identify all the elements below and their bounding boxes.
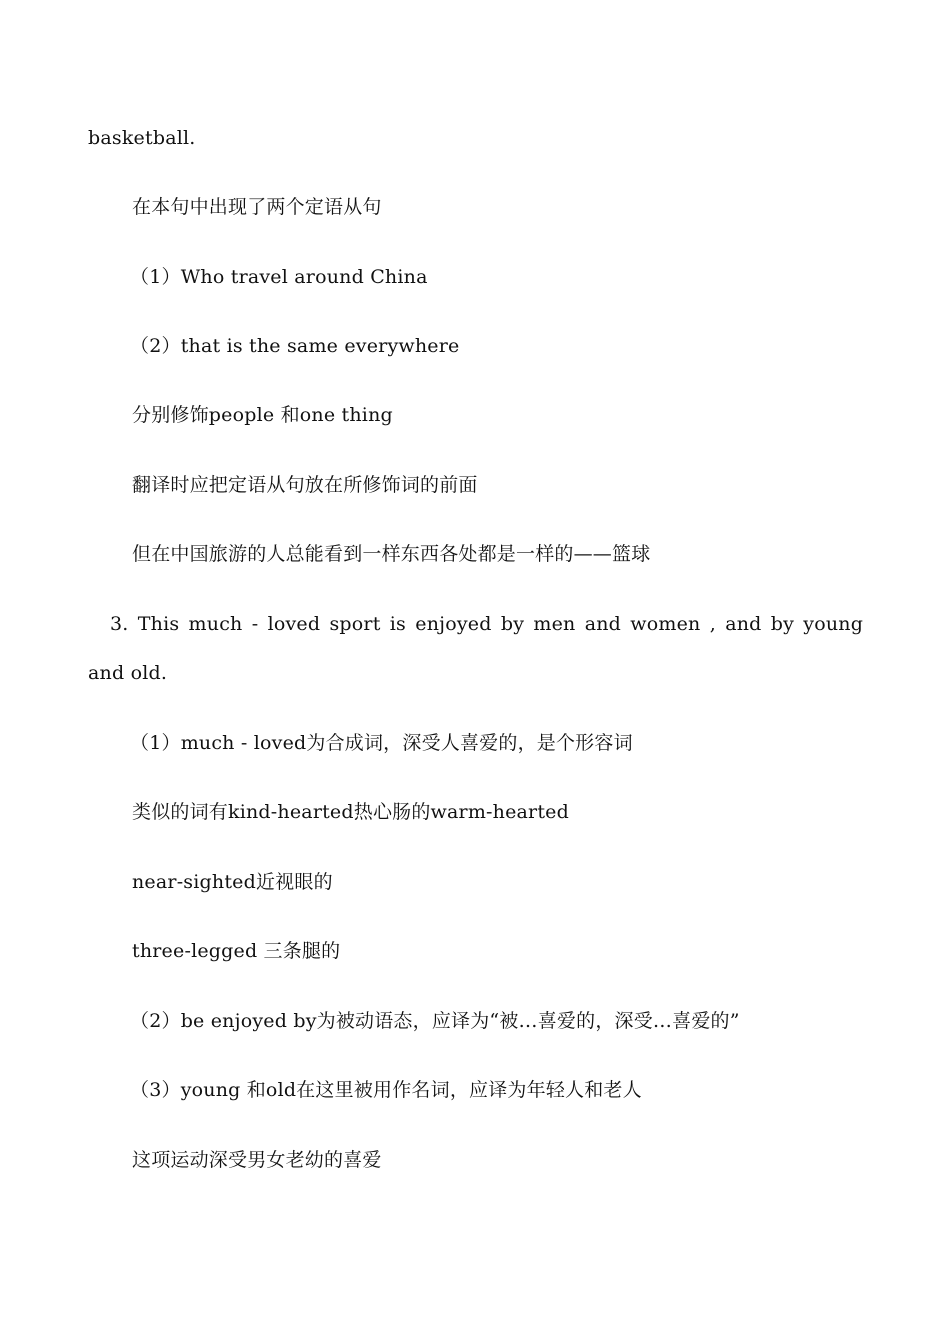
text-line-sentence-3-cont: and old.	[88, 662, 168, 684]
text-line-sentence-3: 3. This much - loved sport is enjoyed by men and women , and by young	[110, 613, 864, 635]
text-line-note-2: （2）be enjoyed by为被动语态，应译为“被…喜爱的，深受…喜爱的”	[130, 1010, 740, 1032]
text-line-similar-words: 类似的词有kind-hearted热心肠的warm-hearted	[132, 801, 569, 823]
text-line-final-translation: 这项运动深受男女老幼的喜爱	[132, 1149, 382, 1171]
text-line-clause-2: （2）that is the same everywhere	[130, 335, 460, 357]
text-line-near-sighted: near-sighted近视眼的	[132, 871, 333, 893]
text-line-translation: 但在中国旅游的人总能看到一样东西各处都是一样的——篮球	[132, 543, 651, 565]
text-line-note-1: （1）much - loved为合成词，深受人喜爱的，是个形容词	[130, 732, 633, 754]
text-line-basketball: basketball.	[88, 127, 196, 149]
text-line-three-legged: three-legged 三条腿的	[132, 940, 341, 962]
text-line-note-3: （3）young 和old在这里被用作名词，应译为年轻人和老人	[130, 1079, 642, 1101]
text-line-two-clauses: 在本句中出现了两个定语从句	[132, 196, 382, 218]
text-line-modifies: 分别修饰people 和one thing	[132, 404, 393, 426]
text-line-clause-1: （1）Who travel around China	[130, 266, 428, 288]
text-line-translation-rule: 翻译时应把定语从句放在所修饰词的前面	[132, 474, 478, 496]
